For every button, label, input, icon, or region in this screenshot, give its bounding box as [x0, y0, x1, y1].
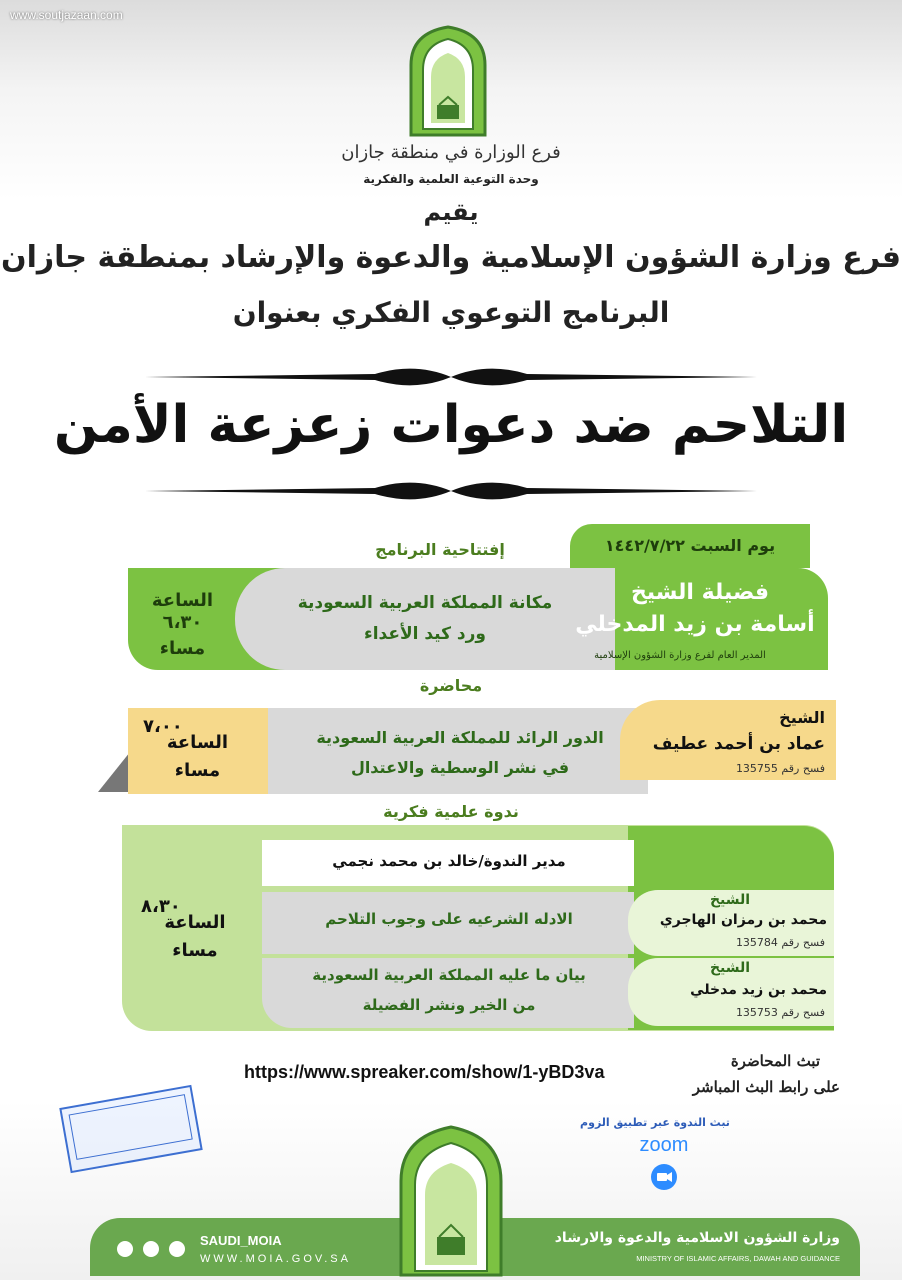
session2-topic-box [268, 708, 648, 794]
instagram-icon[interactable] [142, 1240, 160, 1258]
session2-topic-line2: في نشر الوسطية والاعتدال [350, 758, 570, 777]
session3-speaker1-title: الشيخ [709, 892, 751, 908]
session3-topic2-line1: بيان ما عليه المملكة العربية السعودية [312, 966, 586, 984]
zoom-note: تبث الندوة عبر تطبيق الزوم [580, 1116, 730, 1129]
session1-speaker-title: فضيلة الشيخ [630, 580, 770, 605]
session3-moderator: مدير الندوة/خالد بن محمد نجمي [332, 852, 566, 870]
session3-topic1-line1: الادله الشرعيه على وجوب التلاحم [325, 910, 573, 928]
session1-time-label: الساعة [151, 590, 214, 611]
ornament-top [145, 362, 757, 392]
ministry-emblem-icon [405, 25, 491, 137]
broadcast-url-link[interactable]: https://www.spreaker.com/show/1-yBD3va [244, 1062, 605, 1082]
session3-speaker2-title: الشيخ [709, 960, 751, 976]
zoom-camera-icon [650, 1163, 678, 1191]
site-watermark: www.soutjazaan.com [10, 8, 123, 22]
session2-speaker-name: عماد بن أحمد عطيف [652, 734, 825, 754]
session2-type: محاضرة [419, 676, 483, 695]
session2-speaker-title: الشيخ [779, 708, 825, 727]
session1-topic-line2: ورد كيد الأعداء [364, 624, 486, 644]
session3-speaker1-id: فسح رقم 135784 [735, 936, 825, 949]
session2-topic-line1: الدور الرائد للمملكة العربية السعودية [316, 728, 604, 747]
session3-time: ٨،٣٠ [141, 896, 181, 917]
ministry-name-en: MINISTRY OF ISLAMIC AFFAIRS, DAWAH AND GUIDANCE [636, 1254, 840, 1263]
session3-type: ندوة علمية فكرية [383, 802, 519, 821]
session1-date: يوم السبت ١٤٤٢/٧/٢٢ [604, 536, 776, 555]
session3-speaker1-name: محمد بن رمزان الهاجري [659, 912, 827, 928]
zoom-logo: zoom [639, 1134, 689, 1156]
opening-label: إفتتاحية البرنامج [375, 540, 505, 559]
broadcast-label-line1: تبث المحاضرة [730, 1052, 820, 1070]
session2-time: ٧،٠٠ [143, 716, 183, 737]
session2-period: مساء [174, 760, 221, 781]
event-title: التلاحم ضد دعوات زعزعة الأمن [53, 395, 849, 455]
ornament-bottom [145, 476, 757, 506]
session3-topic2-line2: من الخير ونشر الفضيلة [362, 996, 536, 1014]
organizer-line: فرع وزارة الشؤون الإسلامية والدعوة والإرشاد بمنطقة جازان [0, 240, 902, 275]
yuqeem-text: يقيم [423, 198, 479, 226]
session1-time: ٦،٣٠ [162, 612, 203, 633]
session1-topic-line1: مكانة المملكة العربية السعودية [297, 593, 553, 613]
session2-speaker-id: فسح رقم 135755 [735, 762, 825, 775]
session3-period: مساء [172, 940, 218, 961]
social-handle: SAUDI_MOIA [200, 1233, 282, 1248]
unit-name: وحدة التوعية العلمية والفكرية [363, 172, 539, 186]
session1-period: مساء [159, 638, 206, 659]
session3-time-label: الساعة [164, 912, 226, 933]
session3-speaker2-name: محمد بن زيد مدخلي [690, 982, 827, 998]
website-link[interactable]: WWW.MOIA.GOV.SA [200, 1253, 351, 1265]
twitter-icon[interactable] [116, 1240, 134, 1258]
ministry-name-ar: وزارة الشؤون الاسلامية والدعوة والارشاد [554, 1230, 840, 1246]
session3-speaker2-id: فسح رقم 135753 [735, 1006, 825, 1019]
broadcast-label-line2: على رابط البث المباشر [692, 1078, 840, 1096]
session2-time-label: الساعة [166, 732, 229, 753]
facebook-icon[interactable] [168, 1240, 186, 1258]
session1-speaker-role: المدير العام لفرع وزارة الشؤون الإسلامية [594, 650, 766, 661]
session1-speaker-name: أسامة بن زيد المدخلي [575, 612, 815, 637]
session2-corner-fold [98, 752, 130, 792]
footer-emblem-icon [395, 1125, 507, 1277]
branch-name: فرع الوزارة في منطقة جازان [341, 142, 561, 163]
official-stamp [59, 1085, 202, 1173]
program-line: البرنامج التوعوي الفكري بعنوان [232, 296, 670, 329]
